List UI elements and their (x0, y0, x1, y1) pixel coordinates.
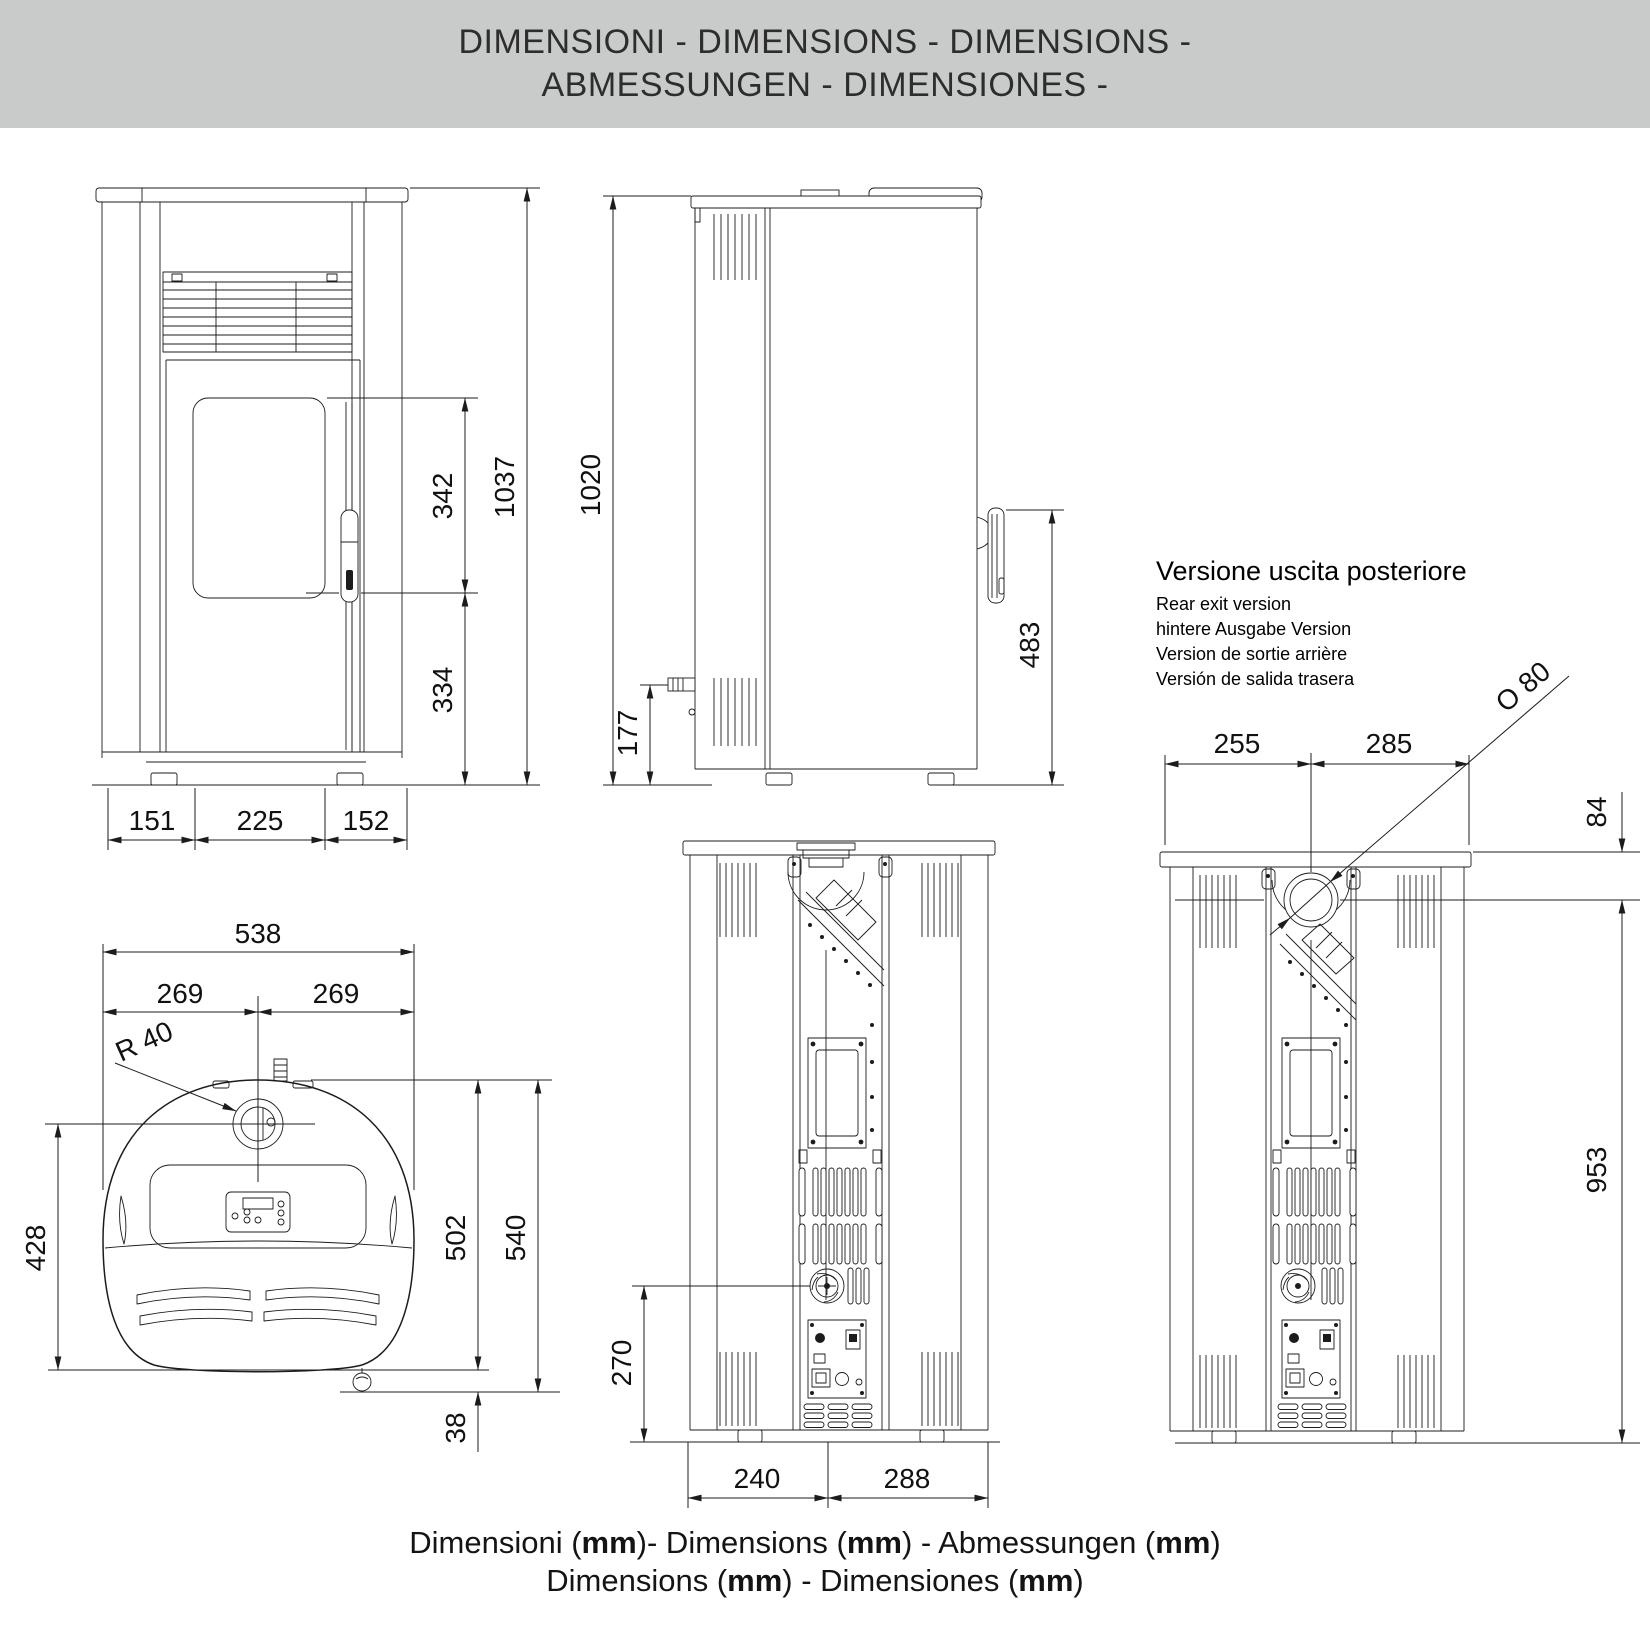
rear-foot-right (920, 1430, 944, 1442)
rear-vent-bottom-right (922, 1352, 958, 1426)
rear-exit-dimensions (1165, 655, 1640, 1443)
dim-top-radius: R 40 (110, 1015, 178, 1068)
dim-front-glass-floor: 334 (427, 666, 458, 714)
rear-exit-vent-bottom-left (1200, 1355, 1236, 1428)
front-view-dimensions (92, 188, 540, 850)
side-rear-outlet (668, 678, 695, 715)
dim-rearexit-right: 285 (1365, 728, 1413, 759)
side-foot-right (928, 773, 954, 785)
dim-rear-fan-height: 270 (606, 1339, 637, 1387)
side-view-dimensions (575, 196, 1064, 785)
footer-caption (10, 1524, 1620, 1600)
side-handle (977, 508, 1004, 603)
rear-bottom-grille (804, 1404, 872, 1428)
rear-exit-note-fr: Version de sortie arrière (1156, 644, 1348, 664)
dim-front-total-height: 1037 (489, 455, 520, 519)
rear-vent-bottom-left (720, 1352, 756, 1426)
top-knob (353, 1368, 371, 1391)
rear-foot-left (738, 1430, 762, 1442)
rear-exit-electrical-panel (1282, 1320, 1340, 1398)
side-foot-left (766, 773, 792, 785)
rear-exit-foot-left (1212, 1431, 1236, 1443)
rear-exit-vent-bottom-right (1398, 1355, 1434, 1428)
rear-electrical-panel (808, 1320, 866, 1398)
front-foot-right (337, 773, 363, 785)
rear-exit-view (1160, 655, 1640, 1443)
dim-front-right: 152 (342, 805, 390, 836)
rear-exit-fan (1281, 1269, 1315, 1303)
dim-rear-left: 240 (733, 1463, 781, 1494)
dim-rearexit-flue-floor: 953 (1581, 1146, 1612, 1194)
header-line1: DIMENSIONI - DIMENSIONS - DIMENSIONS - (458, 23, 1192, 61)
dim-front-glass-height: 342 (427, 472, 458, 520)
front-door-handle (341, 402, 358, 750)
dim-rearexit-left: 255 (1213, 728, 1261, 759)
dim-rear-right: 288 (883, 1463, 931, 1494)
rear-exit-vent-top-right (1398, 875, 1434, 948)
rear-view-body (683, 841, 995, 1442)
rear-exit-note-en: Rear exit version (1156, 594, 1292, 614)
side-view-body (668, 188, 1004, 785)
rear-inspection-panel (808, 1038, 866, 1148)
dim-rearexit-diameter: O 80 (1489, 655, 1557, 719)
front-grille (163, 272, 352, 352)
front-view-body (96, 188, 408, 785)
front-view (92, 188, 540, 850)
top-bumper-vents (137, 1288, 379, 1325)
header-line2: ABMESSUNGEN - DIMENSIONES - (541, 66, 1109, 104)
dim-front-left: 151 (128, 805, 176, 836)
dim-top-540: 540 (500, 1214, 531, 1262)
rear-exit-note-title: Versione uscita posteriore (1156, 556, 1467, 586)
side-view (575, 188, 1064, 785)
rear-exit-body (1160, 852, 1471, 1443)
dim-top-half-right: 269 (312, 978, 360, 1009)
side-bottom-vent (714, 678, 756, 746)
top-view (20, 918, 560, 1452)
rear-exit-bottom-grille (1278, 1404, 1346, 1428)
rear-vent-top-left (720, 863, 756, 937)
dim-front-center: 225 (236, 805, 284, 836)
rear-view (606, 841, 1000, 1508)
rear-vent-top-right (922, 863, 958, 937)
rear-exit-foot-right (1392, 1431, 1416, 1443)
top-sensor-stub (274, 1059, 287, 1081)
rear-exit-note-es: Versión de salida trasera (1156, 669, 1355, 689)
top-control-panel (226, 1192, 290, 1232)
rear-exit-vent-top-left (1200, 875, 1236, 948)
front-foot-left (151, 773, 177, 785)
rear-vent-slots (799, 1168, 882, 1304)
rear-view-dimensions (606, 1286, 1000, 1508)
side-top-vent (714, 214, 756, 280)
rear-fan (810, 1269, 844, 1303)
dim-side-handle-height: 483 (1014, 621, 1045, 669)
dim-side-outlet-height: 177 (612, 709, 643, 757)
rear-exit-note-de: hintere Ausgabe Version (1156, 619, 1352, 639)
footer-line2: Dimensions (mm) - Dimensiones (mm) (546, 1563, 1084, 1598)
footer-line1: Dimensioni (mm)- Dimensions (mm) - Abmessungen (mm) (409, 1525, 1221, 1560)
dim-side-total-height: 1020 (575, 453, 606, 517)
dim-rearexit-top-offset: 84 (1581, 796, 1612, 828)
front-door (166, 360, 360, 752)
dim-top-knob: 38 (440, 1412, 471, 1444)
dim-top-502: 502 (440, 1214, 471, 1262)
dim-top-428: 428 (20, 1224, 51, 1272)
dim-top-half-left: 269 (156, 978, 204, 1009)
dim-top-width: 538 (234, 918, 282, 949)
